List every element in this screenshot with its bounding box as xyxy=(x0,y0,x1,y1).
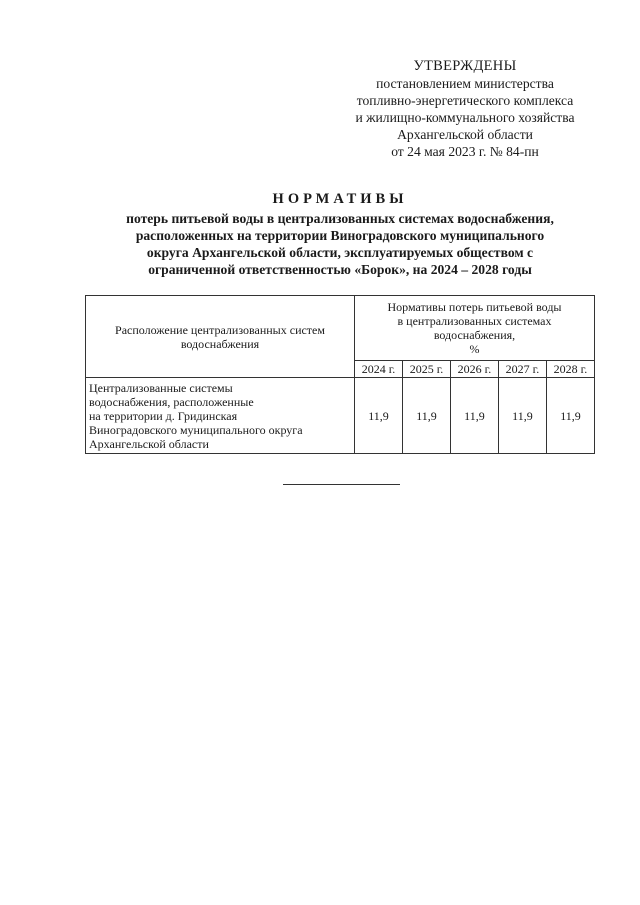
approval-line: топливно-энергетического комплекса xyxy=(356,93,574,108)
value-cell-2026: 11,9 xyxy=(450,378,498,454)
location-line: Архангельской области xyxy=(89,436,209,451)
location-line: Виноградовского муниципального округа xyxy=(89,422,303,437)
year-header: 2025 г. xyxy=(402,361,450,378)
approval-line: постановлением министерства xyxy=(376,76,554,91)
norms-header-line: в централизованных системах xyxy=(397,314,552,328)
approval-line: и жилищно-коммунального хозяйства xyxy=(355,110,575,125)
norms-table xyxy=(85,295,595,454)
location-line: на территории д. Гридинская xyxy=(89,408,238,423)
value-cell-2025: 11,9 xyxy=(402,378,450,454)
location-line: водоснабжения, расположенные xyxy=(89,394,254,409)
value-cell-2024: 11,9 xyxy=(355,378,403,454)
year-header: 2027 г. xyxy=(498,361,546,378)
approval-line: Архангельской области xyxy=(397,127,533,142)
approval-block xyxy=(320,58,610,160)
table-row xyxy=(86,378,595,454)
year-header: 2024 г. xyxy=(355,361,403,378)
closing-rule xyxy=(283,484,400,485)
table-header-row xyxy=(86,296,595,361)
document-title xyxy=(70,191,610,278)
norms-header-line: Нормативы потерь питьевой воды xyxy=(387,300,562,314)
year-header: 2026 г. xyxy=(450,361,498,378)
title-line: расположенных на территории Виноградовского муниципального xyxy=(135,228,545,243)
approval-heading: УТВЕРЖДЕНЫ xyxy=(413,58,517,74)
location-line: Централизованные системы xyxy=(89,380,233,395)
title-line: ограниченной ответственностью «Борок», на 2024 – 2028 годы xyxy=(148,262,532,277)
norms-header-line: водоснабжения, xyxy=(433,328,516,342)
value-cell-2028: 11,9 xyxy=(546,378,594,454)
value-cell-2027: 11,9 xyxy=(498,378,546,454)
location-column-header: Расположение централизованных систем водоснабжения xyxy=(86,296,355,378)
title-main: НОРМАТИВЫ xyxy=(272,191,408,207)
norms-column-header xyxy=(355,296,595,361)
title-line: потерь питьевой воды в централизованных системах водоснабжения, xyxy=(126,211,554,226)
approval-date-line: от 24 мая 2023 г. № 84-пн xyxy=(391,144,539,159)
year-header: 2028 г. xyxy=(546,361,594,378)
title-line: округа Архангельской области, эксплуатируемых обществом с xyxy=(146,245,534,260)
location-cell xyxy=(86,378,355,454)
norms-header-unit: % xyxy=(469,342,480,356)
